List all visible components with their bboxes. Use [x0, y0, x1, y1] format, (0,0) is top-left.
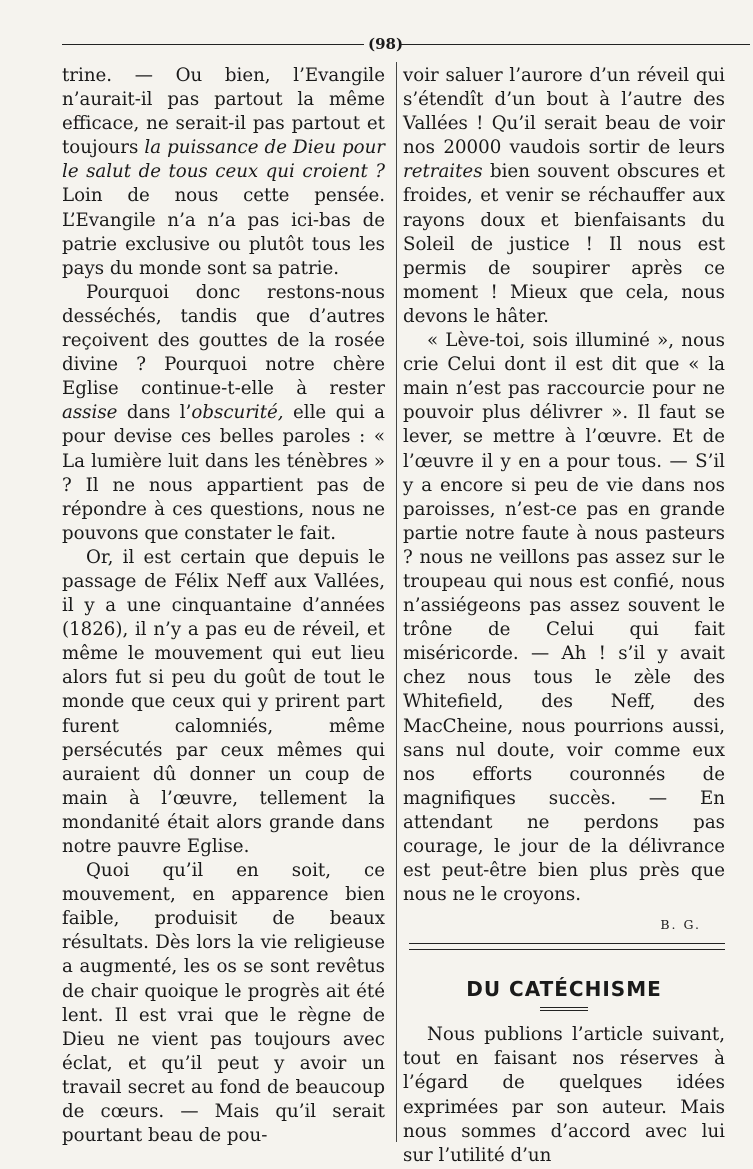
paragraph	[62, 64, 385, 281]
italic-word: obscurité,	[191, 402, 284, 424]
paragraph	[403, 64, 725, 329]
section-title: DU CATÉCHISME	[466, 977, 662, 1002]
text-run: dans l’	[117, 402, 192, 424]
title-underline	[540, 1007, 588, 1011]
paragraph: Quoi qu’il en soit, ce mouvement, en apparence bien faible, produisit de beaux résultats. Dès lors la vie religieuse a augmenté, les os se sont revêtus de chair quoique le progrès ait été lent. Il est vrai que le règne de Dieu ne vient pas toujours avec éclat, et qu’il peut y avoir un travail secret au fond de beaucoup de cœurs. — Mais qu’il serait pourtant beau de pou-	[62, 860, 385, 1147]
text-run: bien souvent obscures et froides, et venir se réchauffer aux rayons doux et bienfaisants du Soleil de justice ! Il nous est permis de soupirer après ce moment ! Mieux que cela, nous devons le hâter.	[403, 161, 725, 327]
column-divider	[396, 62, 397, 1142]
page-number: (98)	[368, 35, 404, 53]
section-divider	[409, 943, 725, 950]
header-rule-left	[62, 44, 364, 45]
paragraph	[62, 281, 385, 546]
header-rule-right	[400, 44, 750, 45]
italic-word: retraites	[403, 161, 483, 183]
text-run: voir saluer l’aurore d’un réveil qui s’étendît d’un bout à l’autre des Vallées ! Qu’il serait beau de voir nos 20000 vaudois sortir de leurs	[403, 65, 725, 159]
paragraph: Or, il est certain que depuis le passage de Félix Neff aux Vallées, il y a une cinquantaine d’années (1826), il n’y a pas eu de réveil, et même le mouvement qui eut lieu alors fut si peu du goût de tout le monde que ceux qui y prirent part furent calomniés, même persécutés par ceux mêmes qui auraient dû donner un coup de main à l’œuvre, tellement la mondanité était alors grande dans notre pauvre Eglise.	[62, 546, 385, 857]
left-column	[62, 64, 385, 1148]
text-run: Pourquoi donc restons-nous desséchés, tandis que d’autres reçoivent des gouttes de la rosée divine ? Pourquoi notre chère Eglise continue-t-elle à rester	[62, 281, 385, 400]
text-run: trine. — Ou bien, l’Evangile n’aurait-il pas partout la même efficace, ne serait-il pas partout et toujours	[62, 65, 385, 159]
paragraph: « Lève-toi, sois illuminé », nous crie Celui dont il est dit que « la main n’est pas raccourcie pour ne pouvoir plus délivrer ». Il faut se lever, se mettre à l’œuvre. Et de l’œuvre il y en a pour tous. — S’il y a encore si peu de vie dans nos paroisses, n’est-ce pas en grande partie notre faute à nous pasteurs ? nous ne veillons pas assez sur le troupeau qui nous est confié, nous n’assiégeons pas assez souvent le trône de Celui qui fait miséricorde. — Ah ! s’il y avait chez nous tous le zèle des Whitefield, des Neff, des MacCheine, nous pourrions aussi, sans nul doute, voir comme eux nos efforts couronnés de magnifiques succès. — En attendant ne perdons pas courage, le jour de la délivrance est peut-être bien plus près que nous ne le croyons.	[403, 330, 725, 906]
italic-word: assise	[62, 402, 118, 424]
author-signature: B. G.	[660, 917, 701, 933]
right-column	[403, 64, 725, 1168]
paragraph: Nous publions l’article suivant, tout en faisant nos réserves à l’égard de quelques idées exprimées par son auteur. Mais nous sommes d’accord avec lui sur l’utilité d’un	[403, 1024, 725, 1166]
italic-quote: la puissance de Dieu pour le salut de tous ceux qui croient ?	[62, 137, 385, 183]
text-run: elle qui a pour devise ces belles paroles : « La lumière luit dans les ténèbres » ? Il ne nous appartient pas de répondre à ces questions, nous ne pouvons que constater le fait.	[62, 402, 385, 544]
text-run: Loin de nous cette pensée. L’Evangile n’a n’a pas ici-bas de patrie exclusive ou plutôt tous les pays du monde sont sa patrie.	[62, 185, 385, 279]
page-header	[62, 34, 752, 54]
